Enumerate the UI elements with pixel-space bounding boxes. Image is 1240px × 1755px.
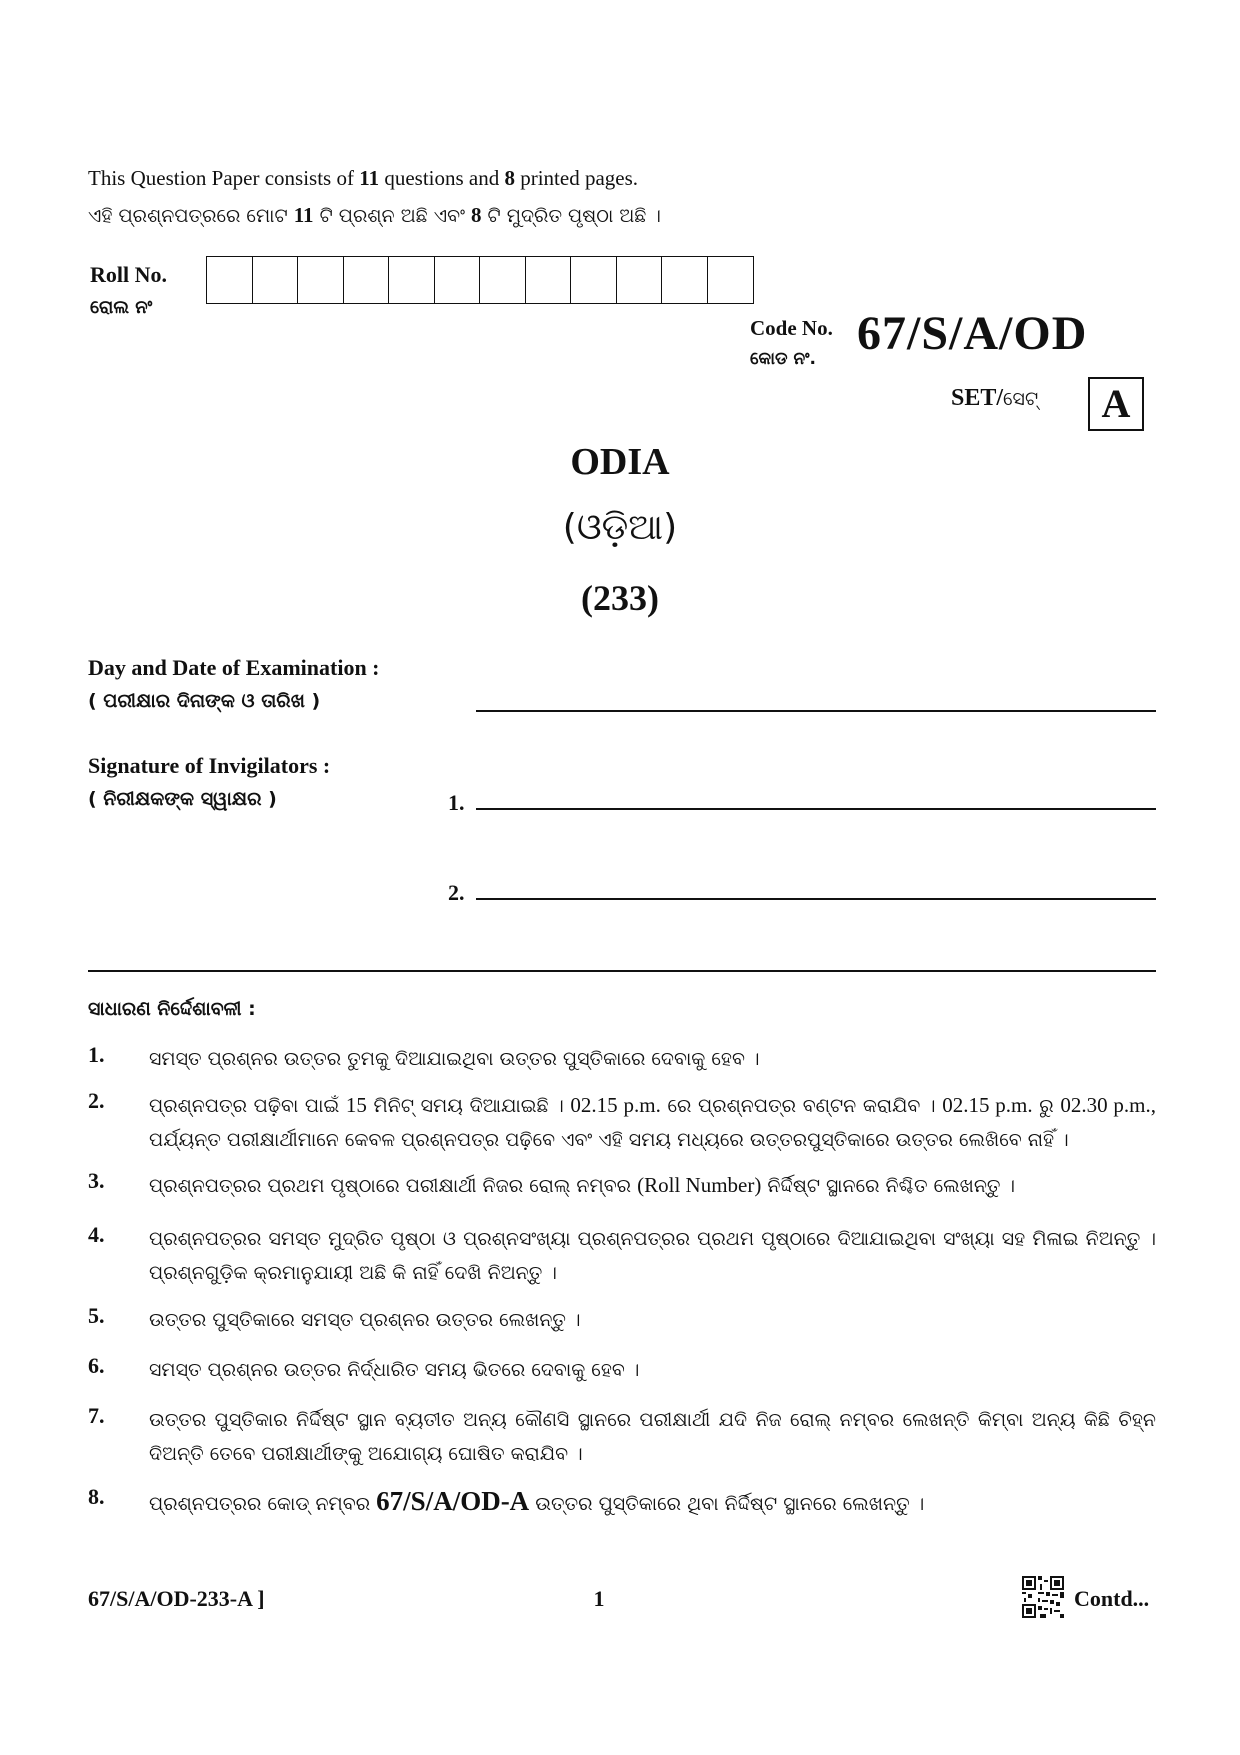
instruction-text: ପ୍ରଶ୍ନପତ୍ରର କୋଡ୍ ନମ୍ବର 67/S/A/OD-A ଉତ୍ତର ପୁସ୍ତିକାରେ ଥିବା ନିର୍ଦ୍ଦିଷ୍ଟ ସ୍ଥାନରେ ଲେଖନ୍ତୁ । [149,1486,925,1516]
instruction-number: 8. [88,1484,105,1509]
instruction-number: 5. [88,1303,105,1328]
subject-code: (233) [581,578,659,618]
instruction-item [88,1303,1156,1337]
instruction-text: ପ୍ରଶ୍ନପତ୍ରର ସମସ୍ତ ମୁଦ୍ରିତ ପୃଷ୍ଠା ଓ ପ୍ରଶ୍ନସଂଖ୍ୟା ପ୍ରଶ୍ନପତ୍ରର ପ୍ରଥମ ପୃଷ୍ଠାରେ ଦିଆଯାଇଥିବା ସଂଖ୍ୟା ସହ ମିଳାଇ ନିଅନ୍ତୁ । ପ୍ରଶ୍ନଗୁଡ଼ିକ କ୍ରମାନୁଯାୟୀ ଅଛି କି ନାହିଁ ଦେଖି ନିଅନ୍ତୁ । [149,1228,1156,1284]
page-number: 1 [593,1586,605,1611]
exam-date-label: Day and Date of Examination : [88,655,380,680]
instruction-number: 6. [88,1353,105,1378]
instruction-text: ସମସ୍ତ ପ୍ରଶ୍ନର ଉତ୍ତର ନିର୍ଦ୍ଧାରିତ ସମୟ ଭିତରେ ଦେବାକୁ ହେବ । [149,1359,640,1381]
roll-box[interactable] [571,257,617,303]
roll-no-label: Roll No. [90,262,167,287]
roll-box[interactable] [617,257,663,303]
instruction-number: 7. [88,1403,105,1428]
set-label-odia: ସେଟ୍ [1003,388,1039,410]
instruction-item [88,1168,1156,1203]
roll-box[interactable] [480,257,526,303]
code-no-label-odia: କୋଡ ନଂ. [750,349,817,369]
questions-count: 11 [293,203,314,227]
exam-date-label-odia: ( ପରୀକ୍ଷାର ଦିନାଙ୍କ ଓ ତାରିଖ ) [88,690,321,712]
subject-title: ODIA [570,441,670,483]
invigilators-label-odia: ( ନିରୀକ୍ଷକଙ୍କ ସ୍ୱାକ୍ଷର ) [88,788,277,810]
instruction-item [88,1484,1156,1521]
roll-box[interactable] [662,257,708,303]
set-value-box: A [1088,377,1144,431]
pages-count: 8 [471,203,482,227]
instruction-number: 3. [88,1168,105,1193]
code-number: 67/S/A/OD [857,307,1088,360]
subject-title-odia: (ଓଡ଼ିଆ) [562,507,678,548]
instruction-item [88,1222,1156,1290]
roll-box[interactable] [253,257,299,303]
set-label: SET/ସେଟ୍ [951,385,1039,411]
code-no-label: Code No. [750,316,833,340]
roll-box[interactable] [526,257,572,303]
invigilators-label: Signature of Invigilators : [88,753,331,778]
roll-box[interactable] [207,257,253,303]
invigilator-2-number: 2. [448,880,465,905]
invigilator-1-signature-line[interactable] [476,808,1156,810]
roll-box[interactable] [435,257,481,303]
paper-consists-line: This Question Paper consists of 11 questions and 8 printed pages. [88,166,639,190]
instruction-number: 2. [88,1088,105,1113]
invigilator-1-number: 1. [448,790,465,815]
instruction-text: ପ୍ରଶ୍ନପତ୍ରର ପ୍ରଥମ ପୃଷ୍ଠାରେ ପରୀକ୍ଷାର୍ଥୀ ନିଜର ରୋଲ୍ ନମ୍ବର (Roll Number) ନିର୍ଦ୍ଦିଷ୍ଟ ସ୍ଥାନରେ ନିଶ୍ଚିତ ଲେଖନ୍ତୁ । [149,1173,1016,1197]
roll-box[interactable] [708,257,754,303]
footer-paper-code: 67/S/A/OD-233-A ] [88,1586,265,1611]
instruction-item [88,1353,1156,1387]
instruction-number: 4. [88,1222,105,1247]
roll-no-label-odia: ରୋଲ ନଂ [90,297,153,318]
instruction-item [88,1042,1156,1076]
roll-box[interactable] [344,257,390,303]
instruction-item [88,1403,1156,1471]
section-divider [88,970,1156,972]
exam-date-field-line[interactable] [476,710,1156,712]
roll-box[interactable] [298,257,344,303]
instruction-text: ଉତ୍ତର ପୁସ୍ତିକାରେ ସମସ୍ତ ପ୍ରଶ୍ନର ଉତ୍ତର ଲେଖନ୍ତୁ । [149,1309,581,1331]
paper-consists-line-odia: ଏହି ପ୍ରଶ୍ନପତ୍ରରେ ମୋଟ 11 ଟି ପ୍ରଶ୍ନ ଅଛି ଏବଂ 8 ଟି ମୁଦ୍ରିତ ପୃଷ୍ଠା ଅଛି । [88,203,661,227]
roll-box[interactable] [389,257,435,303]
invigilator-2-signature-line[interactable] [476,898,1156,900]
roll-number-boxes[interactable] [206,256,754,304]
paper-code-inline: 67/S/A/OD-A [376,1486,530,1516]
instructions-heading: ସାଧାରଣ ନିର୍ଦ୍ଦେଶାବଳୀ : [88,998,256,1020]
instruction-text: ସମସ୍ତ ପ୍ରଶ୍ନର ଉତ୍ତର ତୁମକୁ ଦିଆଯାଇଥିବା ଉତ୍ତର ପୁସ୍ତିକାରେ ଦେବାକୁ ହେବ । [149,1048,760,1070]
instruction-text: ପ୍ରଶ୍ନପତ୍ର ପଢ଼ିବା ପାଇଁ 15 ମିନିଟ୍ ସମୟ ଦିଆଯାଇଛି । 02.15 p.m. ରେ ପ୍ରଶ୍ନପତ୍ର ବଣ୍ଟନ କରାଯିବ । 02.15 p.m. ରୁ 02.30 p.m., ପର୍ଯ୍ୟନ୍ତ ପରୀକ୍ଷାର୍ଥୀମାନେ କେବଳ ପ୍ରଶ୍ନପତ୍ର ପଢ଼ିବେ ଏବଂ ଏହି ସମୟ ମଧ୍ୟରେ ଉତ୍ତରପୁସ୍ତିକାରେ ଉତ୍ତର ଲେଖିବେ ନାହିଁ । [149,1093,1157,1151]
continued-label: Contd... [1074,1586,1150,1611]
qr-code-icon [1022,1576,1064,1618]
instruction-number: 1. [88,1042,105,1067]
instruction-item [88,1088,1156,1157]
instruction-text: ଉତ୍ତର ପୁସ୍ତିକାର ନିର୍ଦ୍ଦିଷ୍ଟ ସ୍ଥାନ ବ୍ୟତୀତ ଅନ୍ୟ କୌଣସି ସ୍ଥାନରେ ପରୀକ୍ଷାର୍ଥୀ ଯଦି ନିଜ ରୋଲ୍ ନମ୍ବର ଲେଖନ୍ତି କିମ୍ବା ଅନ୍ୟ କିଛି ଚିହ୍ନ ଦିଅନ୍ତି ତେବେ ପରୀକ୍ଷାର୍ଥୀଙ୍କୁ ଅଯୋଗ୍ୟ ଘୋଷିତ କରାଯିବ । [149,1409,1156,1465]
